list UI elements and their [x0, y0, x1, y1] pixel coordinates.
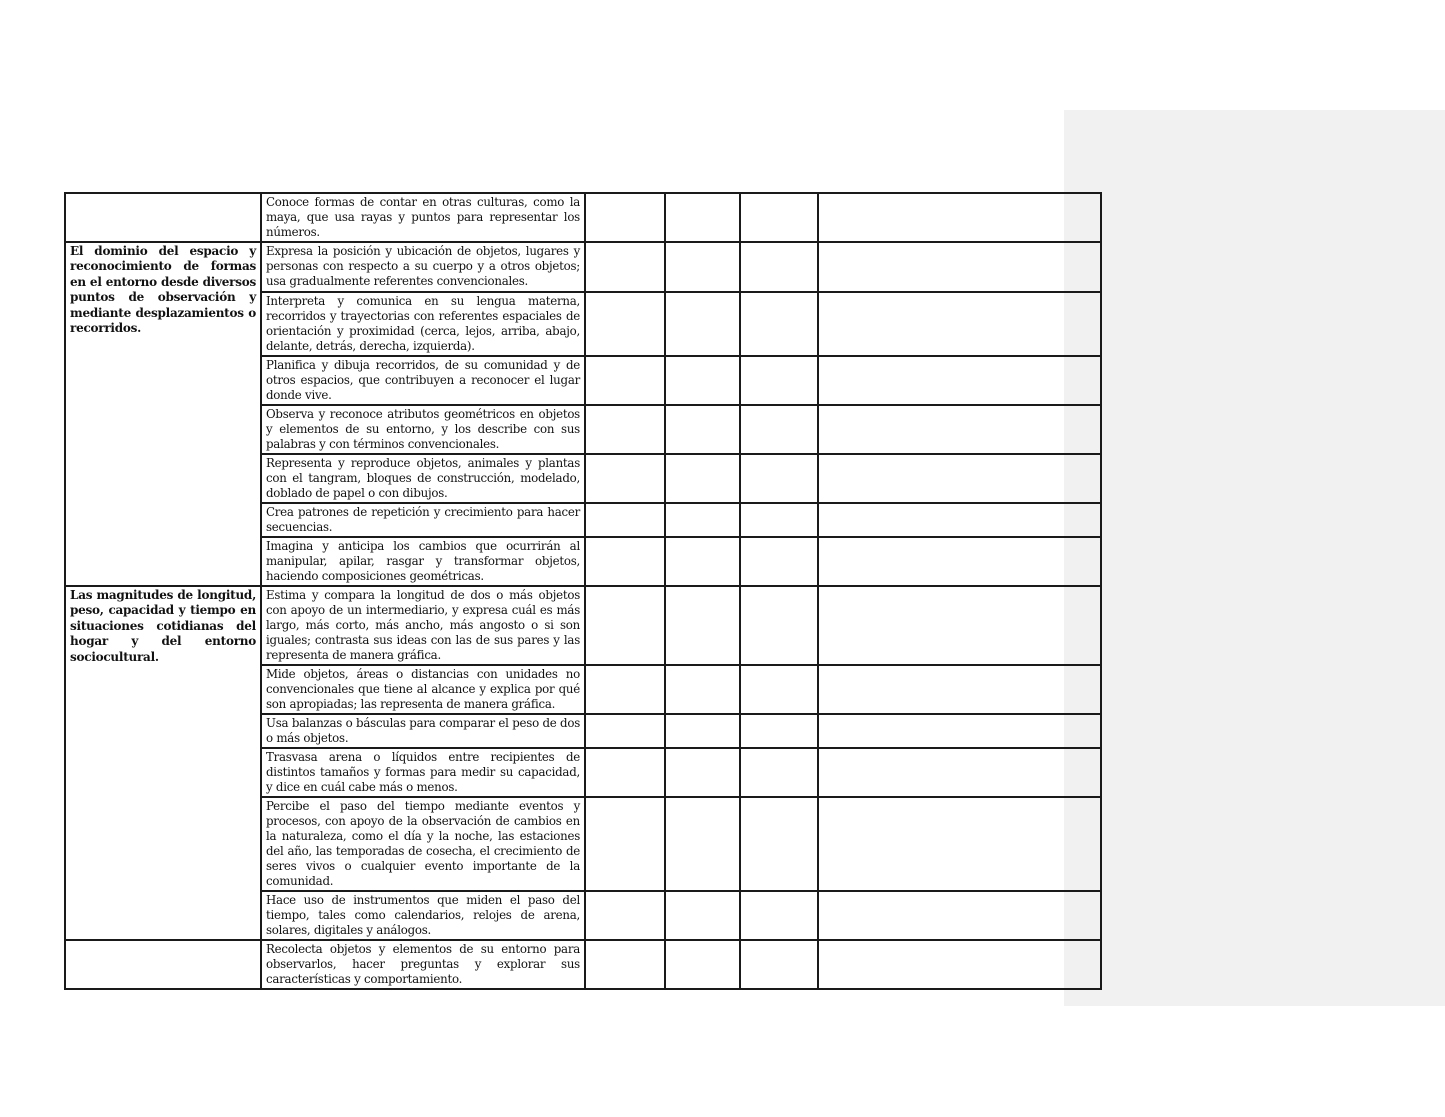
category-cell — [65, 940, 261, 989]
evaluation-cell — [665, 356, 740, 405]
evaluation-cell — [665, 503, 740, 537]
evaluation-cell — [740, 292, 818, 356]
curriculum-table — [64, 192, 1102, 990]
evaluation-cell — [665, 940, 740, 989]
observations-cell — [818, 748, 1101, 797]
evaluation-cell — [665, 405, 740, 454]
observations-cell — [818, 665, 1101, 714]
evaluation-cell — [740, 356, 818, 405]
description-cell: Percibe el paso del tiempo mediante eventos y procesos, con apoyo de la observación de cambios en la naturaleza, como el día y la noche, las estaciones del año, las temporadas de cosecha, el crecimiento de seres vivos o cualquier evento importante de la comunidad. — [261, 797, 585, 891]
evaluation-cell — [740, 405, 818, 454]
description-cell: Crea patrones de repetición y crecimiento para hacer secuencias. — [261, 503, 585, 537]
description-cell: Expresa la posición y ubicación de objetos, lugares y personas con respecto a su cuerpo y a otros objetos; usa gradualmente referentes convencionales. — [261, 242, 585, 292]
evaluation-cell — [665, 242, 740, 292]
table-row — [65, 940, 1101, 989]
description-cell: Planifica y dibuja recorridos, de su comunidad y de otros espacios, que contribuyen a reconocer el lugar donde vive. — [261, 356, 585, 405]
category-cell — [65, 193, 261, 242]
evaluation-cell — [665, 665, 740, 714]
observations-cell — [818, 503, 1101, 537]
description-cell: Trasvasa arena o líquidos entre recipientes de distintos tamaños y formas para medir su capacidad, y dice en cuál cabe más o menos. — [261, 748, 585, 797]
observations-cell — [818, 454, 1101, 503]
evaluation-cell — [585, 797, 665, 891]
description-cell: Imagina y anticipa los cambios que ocurrirán al manipular, apilar, rasgar y transformar objetos, haciendo composiciones geométricas. — [261, 537, 585, 586]
evaluation-cell — [740, 242, 818, 292]
evaluation-cell — [740, 940, 818, 989]
evaluation-cell — [740, 797, 818, 891]
evaluation-cell — [665, 454, 740, 503]
evaluation-cell — [585, 193, 665, 242]
description-cell: Mide objetos, áreas o distancias con unidades no convencionales que tiene al alcance y explica por qué son apropiadas; las representa de manera gráfica. — [261, 665, 585, 714]
description-cell: Recolecta objetos y elementos de su entorno para observarlos, hacer preguntas y explorar sus características y comportamiento. — [261, 940, 585, 989]
table-row — [65, 242, 1101, 292]
evaluation-cell — [665, 586, 740, 665]
evaluation-cell — [740, 586, 818, 665]
evaluation-cell — [665, 292, 740, 356]
evaluation-cell — [740, 714, 818, 748]
evaluation-cell — [585, 714, 665, 748]
description-cell: Observa y reconoce atributos geométricos en objetos y elementos de su entorno, y los describe con sus palabras y con términos convencionales. — [261, 405, 585, 454]
evaluation-cell — [585, 940, 665, 989]
evaluation-cell — [740, 537, 818, 586]
background-panel — [1064, 110, 1445, 1006]
observations-cell — [818, 242, 1101, 292]
evaluation-cell — [665, 891, 740, 940]
description-cell: Interpreta y comunica en su lengua materna, recorridos y trayectorias con referentes espaciales de orientación y proximidad (cerca, lejos, arriba, abajo, delante, detrás, derecha, izquierda). — [261, 292, 585, 356]
description-cell: Hace uso de instrumentos que miden el paso del tiempo, tales como calendarios, relojes de arena, solares, digitales y análogos. — [261, 891, 585, 940]
observations-cell — [818, 537, 1101, 586]
section-label-cell: El dominio del espacio y reconocimiento de formas en el entorno desde diversos puntos de observación y mediante desplazamientos o recorridos. — [65, 242, 261, 586]
observations-cell — [818, 714, 1101, 748]
evaluation-cell — [740, 503, 818, 537]
evaluation-cell — [665, 797, 740, 891]
description-cell: Usa balanzas o básculas para comparar el peso de dos o más objetos. — [261, 714, 585, 748]
description-cell: Conoce formas de contar en otras culturas, como la maya, que usa rayas y puntos para representar los números. — [261, 193, 585, 242]
observations-cell — [818, 940, 1101, 989]
observations-cell — [818, 292, 1101, 356]
evaluation-cell — [585, 356, 665, 405]
evaluation-cell — [585, 292, 665, 356]
evaluation-cell — [585, 665, 665, 714]
description-cell: Estima y compara la longitud de dos o más objetos con apoyo de un intermediario, y expresa cuál es más largo, más corto, más ancho, más angosto o si son iguales; contrasta sus ideas con las de sus pares y las representa de manera gráfica. — [261, 586, 585, 665]
evaluation-cell — [665, 193, 740, 242]
evaluation-cell — [665, 714, 740, 748]
evaluation-cell — [585, 503, 665, 537]
evaluation-cell — [585, 586, 665, 665]
evaluation-cell — [585, 891, 665, 940]
evaluation-cell — [740, 748, 818, 797]
evaluation-cell — [665, 748, 740, 797]
evaluation-cell — [585, 405, 665, 454]
evaluation-cell — [585, 242, 665, 292]
evaluation-cell — [740, 193, 818, 242]
description-cell: Representa y reproduce objetos, animales y plantas con el tangram, bloques de construcción, modelado, doblado de papel o con dibujos. — [261, 454, 585, 503]
table-row — [65, 586, 1101, 665]
evaluation-cell — [585, 537, 665, 586]
evaluation-cell — [665, 537, 740, 586]
observations-cell — [818, 356, 1101, 405]
evaluation-cell — [585, 748, 665, 797]
observations-cell — [818, 797, 1101, 891]
evaluation-cell — [740, 665, 818, 714]
observations-cell — [818, 193, 1101, 242]
evaluation-cell — [585, 454, 665, 503]
section-label-cell: Las magnitudes de longitud, peso, capacidad y tiempo en situaciones cotidianas del hogar y del entorno sociocultural. — [65, 586, 261, 940]
observations-cell — [818, 891, 1101, 940]
observations-cell — [818, 405, 1101, 454]
table-row — [65, 193, 1101, 242]
observations-cell — [818, 586, 1101, 665]
evaluation-cell — [740, 454, 818, 503]
evaluation-cell — [740, 891, 818, 940]
